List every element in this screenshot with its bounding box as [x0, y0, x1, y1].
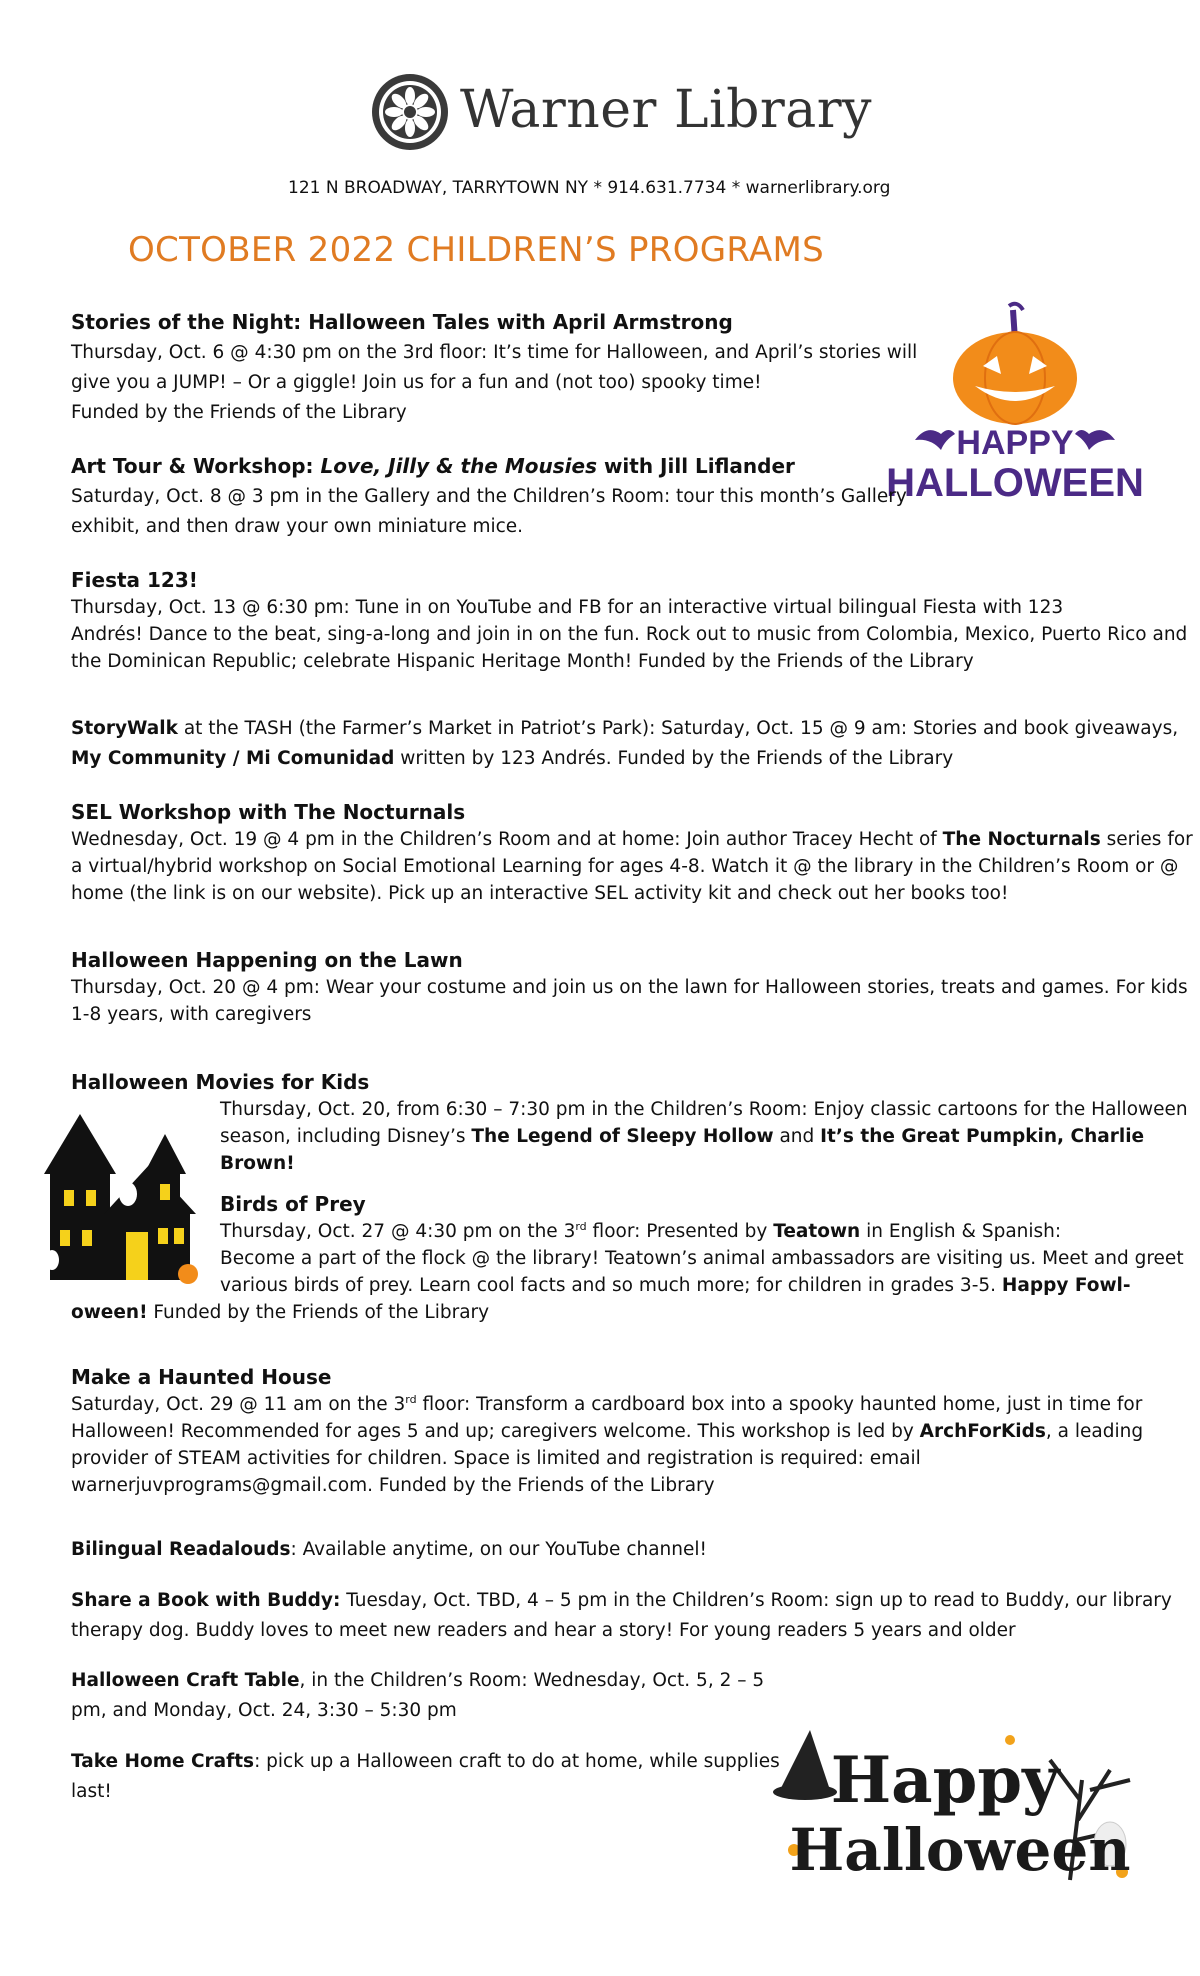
birds-line: oween! Funded by the Friends of the Library	[71, 1302, 490, 1323]
birds-line: Thursday, Oct. 27 @ 4:30 pm on the 3rd floor: Presented by Teatown in English & Spanish:	[220, 1219, 1062, 1242]
stories-line: give you a JUMP! – Or a giggle! Join us for a fun and (not too) spooky time!	[71, 372, 762, 393]
library-logo-icon	[370, 72, 450, 152]
halloween-lettering-text: Halloween	[789, 1816, 1131, 1884]
stories-line: Thursday, Oct. 6 @ 4:30 pm on the 3rd floor: It’s time for Halloween, and April’s stories will	[71, 342, 918, 363]
lawn-title: Halloween Happening on the Lawn	[71, 948, 463, 972]
art-line: exhibit, and then draw your own miniature mice.	[71, 516, 524, 537]
happy-halloween-pumpkin-graphic	[886, 300, 1144, 520]
movies-line: Thursday, Oct. 20, from 6:30 – 7:30 pm in the Children’s Room: Enjoy classic cartoons for the Halloween	[220, 1099, 1188, 1120]
birds-line: various birds of prey. Learn cool facts and so much more; for children in grades 3-5. Happy Fowl-	[220, 1275, 1131, 1296]
haunted-line: Saturday, Oct. 29 @ 11 am on the 3rd floor: Transform a cardboard box into a spooky haunted home, just in time for	[71, 1392, 1143, 1415]
readalouds-line: Bilingual Readalouds: Available anytime, on our YouTube channel!	[71, 1539, 707, 1560]
sel-line: Wednesday, Oct. 19 @ 4 pm in the Children’s Room and at home: Join author Tracey Hecht of The Nocturnals series for	[71, 829, 1193, 850]
lawn-line: 1-8 years, with caregivers	[71, 1004, 312, 1025]
art-title: Art Tour & Workshop: Love, Jilly & the Mousies with Jill Liflander	[71, 454, 795, 478]
sel-line: a virtual/hybrid workshop on Social Emotional Learning for ages 4-8. Watch it @ the library in the Children’s Room or @	[71, 856, 1179, 877]
haunted-house-icon	[30, 1110, 205, 1285]
movies-line: season, including Disney’s The Legend of Sleepy Hollow and It’s the Great Pumpkin, Charlie Brown!	[220, 1126, 1145, 1174]
craft-table-line: pm, and Monday, Oct. 24, 3:30 – 5:30 pm	[71, 1700, 457, 1721]
lawn-line: Thursday, Oct. 20 @ 4 pm: Wear your costume and join us on the lawn for Halloween stories, treats and games. For kids	[71, 977, 1188, 998]
sel-line: home (the link is on our website). Pick up an interactive SEL activity kit and check out her books too!	[71, 883, 1009, 904]
happy-halloween-lettering-graphic	[770, 1720, 1150, 1890]
fiesta-line: the Dominican Republic; celebrate Hispanic Heritage Month! Funded by the Friends of the Library	[71, 651, 974, 672]
storywalk-line: My Community / Mi Comunidad written by 123 Andrés. Funded by the Friends of the Library	[71, 748, 954, 769]
fiesta-title: Fiesta 123!	[71, 568, 198, 592]
buddy-line: Share a Book with Buddy: Tuesday, Oct. TBD, 4 – 5 pm in the Children’s Room: sign up to read to Buddy, our library	[71, 1590, 1172, 1611]
haunted-title: Make a Haunted House	[71, 1365, 332, 1389]
stories-title: Stories of the Night: Halloween Tales with April Armstrong	[71, 310, 733, 334]
fiesta-line: Thursday, Oct. 13 @ 6:30 pm: Tune in on YouTube and FB for an interactive virtual bilingual Fiesta with 123	[71, 597, 1064, 618]
take-home-line: Take Home Crafts: pick up a Halloween craft to do at home, while supplies	[71, 1751, 780, 1772]
sel-title: SEL Workshop with The Nocturnals	[71, 800, 466, 824]
happy-graphic-text: HAPPY	[956, 424, 1074, 462]
craft-table-line: Halloween Craft Table, in the Children’s Room: Wednesday, Oct. 5, 2 – 5	[71, 1670, 765, 1691]
take-home-line: last!	[71, 1781, 112, 1802]
birds-title: Birds of Prey	[220, 1192, 366, 1216]
storywalk-line: StoryWalk at the TASH (the Farmer’s Market in Patriot’s Park): Saturday, Oct. 15 @ 9 am: Stories and book giveaways,	[71, 718, 1179, 739]
birds-line: Become a part of the flock @ the library! Teatown’s animal ambassadors are visiting us. Meet and greet	[220, 1248, 1184, 1269]
buddy-line: therapy dog. Buddy loves to meet new readers and hear a story! For young readers 5 years and older	[71, 1620, 1016, 1641]
library-name: Warner Library	[460, 80, 872, 140]
movies-title: Halloween Movies for Kids	[71, 1070, 370, 1094]
haunted-line: Halloween! Recommended for ages 5 and up; caregivers welcome. This workshop is led by ArchForKids, a leading	[71, 1421, 1144, 1442]
page-title: OCTOBER 2022 CHILDREN’S PROGRAMS	[128, 230, 825, 270]
haunted-line: provider of STEAM activities for children. Space is limited and registration is required: email	[71, 1448, 921, 1469]
fiesta-line: Andrés! Dance to the beat, sing-a-long and join in on the fun. Rock out to music from Colombia, Mexico, Puerto Rico and	[71, 624, 1188, 645]
art-line: Saturday, Oct. 8 @ 3 pm in the Gallery and the Children’s Room: tour this month’s Gallery	[71, 486, 907, 507]
stories-line: Funded by the Friends of the Library	[71, 402, 407, 423]
happy-lettering-text: Happy	[830, 1743, 1060, 1818]
address-line: 121 N BROADWAY, TARRYTOWN NY * 914.631.7734 * warnerlibrary.org	[288, 178, 891, 198]
haunted-line: warnerjuvprograms@gmail.com. Funded by the Friends of the Library	[71, 1475, 715, 1496]
halloween-graphic-text: HALLOWEEN	[886, 461, 1144, 505]
